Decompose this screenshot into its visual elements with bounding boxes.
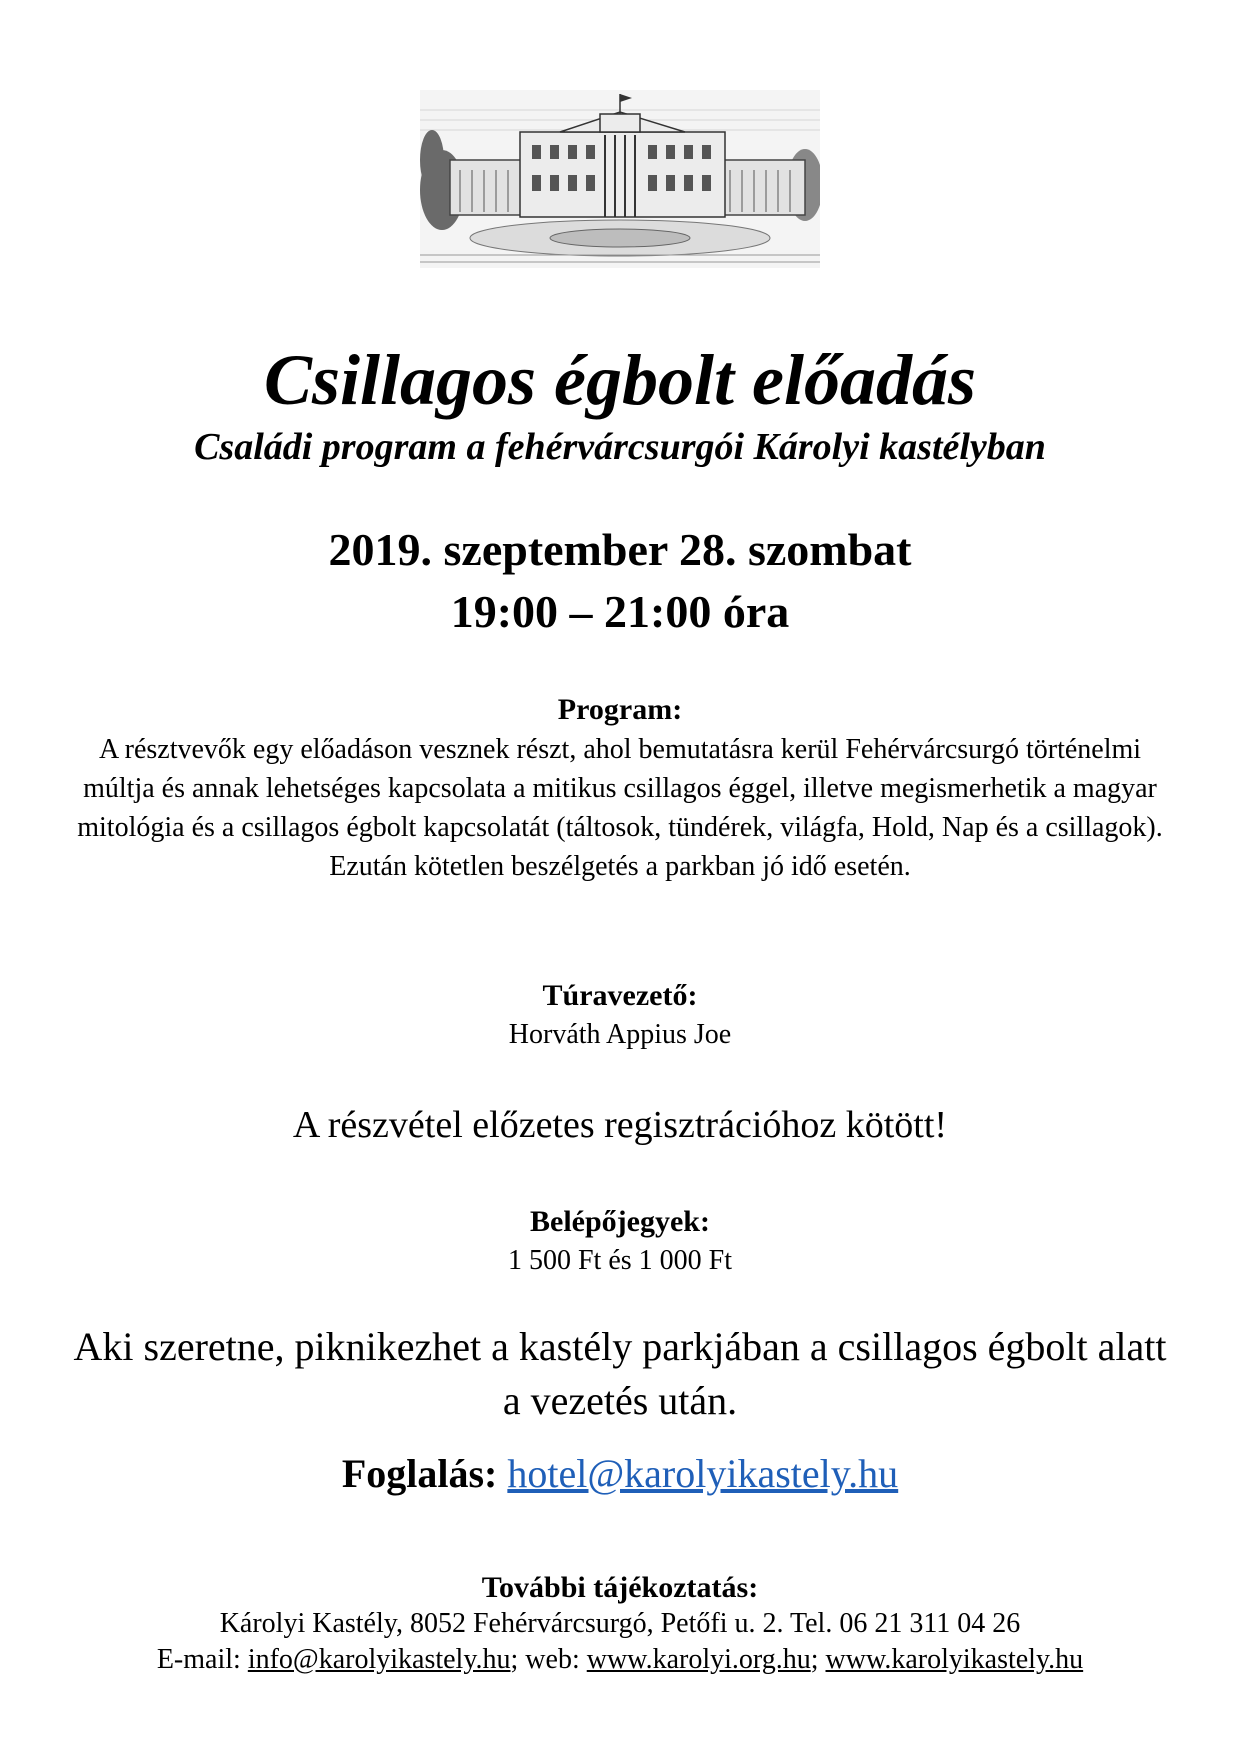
registration-notice — [0, 1100, 1240, 1150]
guide-name: Horváth Appius Joe — [508, 1019, 732, 1050]
tickets-heading: Belépőjegyek: — [530, 1205, 710, 1238]
contact-address: Károlyi Kastély, 8052 Fehérvárcsurgó, Petőfi u. 2. Tel. 06 21 311 04 26 — [219, 1608, 1021, 1639]
event-time: 19:00 – 21:00 óra — [450, 586, 790, 637]
poster-subtitle: Családi program a fehérvárcsurgói Károlyi kastélyban — [194, 426, 1046, 468]
booking-line — [0, 1448, 1240, 1500]
contact-separator: ; — [510, 1644, 519, 1675]
contact-email-label: E-mail: — [156, 1644, 241, 1675]
program-heading: Program: — [557, 693, 683, 726]
event-date: 2019. szeptember 28. szombat — [328, 524, 912, 575]
guide-heading: Túravezető: — [542, 979, 698, 1012]
contact-email-link[interactable]: info@karolyikastely.hu — [247, 1644, 511, 1675]
contact-web-label: web: — [525, 1644, 580, 1675]
contact-web-link-karolyi-org[interactable]: www.karolyi.org.hu — [586, 1644, 811, 1675]
contact-separator: ; — [810, 1644, 819, 1675]
program-description: A résztvevők egy előadáson vesznek részt, ahol bemutatásra kerül Fehérvárcsurgó történelmi múltja és annak lehetséges kapcsolata a mitikus csillagos éggel, illetve megismerhetik a magyar mitológia és a csillagos égbolt kapcsolatát (táltosok, tündérek, világfa, Hold, Nap és a csillagok). Ezután kötetlen beszélgetés a parkban jó idő esetén. — [77, 734, 1163, 882]
picnic-note: Aki szeretne, piknikezhet a kastély parkjában a csillagos égbolt alatt a vezetés után. — [73, 1324, 1167, 1423]
registration-text: A részvétel előzetes regisztrációhoz kötött — [292, 1104, 935, 1146]
more-info-heading: További tájékoztatás: — [481, 1571, 759, 1604]
booking-label: Foglalás: — [341, 1451, 498, 1496]
contact-links — [0, 1642, 1240, 1678]
registration-mark: ! — [934, 1104, 948, 1146]
booking-email-link[interactable]: hotel@karolyikastely.hu — [507, 1451, 899, 1496]
castle-engraving-icon — [420, 90, 820, 268]
poster-title: Csillagos égbolt előadás — [263, 340, 977, 420]
tickets-price: 1 500 Ft és 1 000 Ft — [507, 1245, 733, 1276]
contact-web-link-karolyikastely[interactable]: www.karolyikastely.hu — [825, 1644, 1084, 1675]
